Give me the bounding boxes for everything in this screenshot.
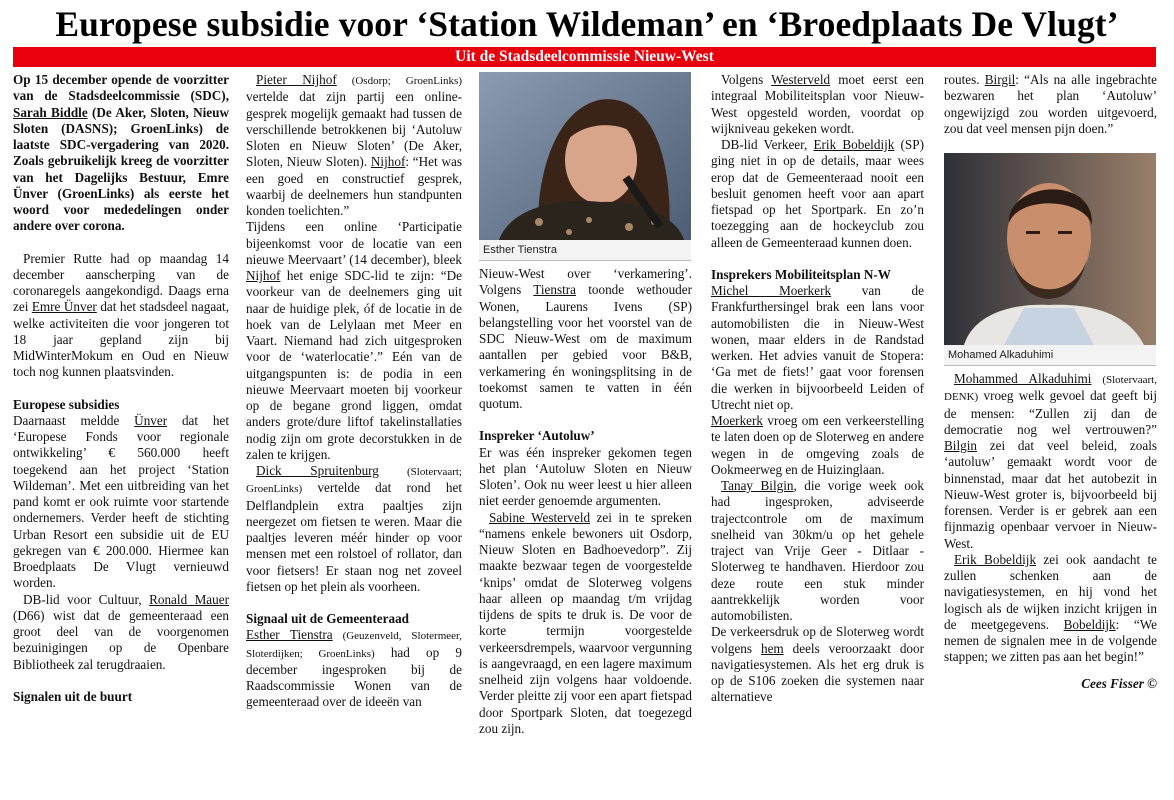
column-5	[944, 72, 1157, 692]
column-3	[479, 72, 692, 737]
column-1	[13, 72, 229, 705]
paragraph: Mohammed Alkaduhimi (Slotervaart, DENK) vroeg welk gevoel dat geeft bij de mensen: “Zullen zij dan de democratie nog wel vertrouwen?” Bilgin zei dat veel beleid, zoals ‘autoluw’ gemaakt wordt voor de binnenstad, maar dat het autobezit in Nieuw-West groter is, bijvoorbeeld bij forensen. Verder is er gebrek aan een fijnmazig openbaar vervoer in Nieuw-West.	[944, 371, 1157, 551]
headline: Europese subsidie voor ‘Station Wildeman’ en ‘Broedplaats De Vlugt’	[55, 4, 1119, 44]
paragraph: Premier Rutte had op maandag 14 december aanscherping van de coronaregels aangekondigd. Daags erna zei Emre Ünver dat het stadsdeel nagaat, welke activiteiten die voor jongeren tot 18 jaar gepland zijn bij MidWinterMokum en Oud en Nieuw toch nog kunnen plaatsvinden.	[13, 250, 229, 380]
paragraph: Volgens Westerveld moet eerst een integraal Mobiliteitsplan voor Nieuw-West opgesteld worden, voordat op wijkniveau gekeken wordt.	[711, 72, 924, 136]
subheading-signalen: Signalen uit de buurt	[13, 688, 133, 704]
paragraph: Erik Bobeldijk zei ook aandacht te zullen schenken aan de navigatiesystemen, en hij vond het logisch als de wijken inzicht krijgen in de meetgegevens. Bobeldijk: “We nemen de signalen mee in de volgende stappen; we zitten pas aan het begin!”	[944, 551, 1157, 665]
photo-mohamed-alkaduhimi	[944, 153, 1156, 366]
paragraph: Michel Moerkerk van de Frankfurthersingel brak een lans voor automobilisten die in Nieuw-West wonen, maar elders in de Randstad werken. Het advies vanuit de Stopera: ‘Ga met de fiets!’ gaat voor forensen die werken in bijvoorbeeld Leiden of Utrecht niet op.	[711, 283, 924, 412]
paragraph: Tanay Bilgin, die vorige week ook had ingesproken, adviseerde trajectcontrole om de maximum snelheid van 30km/u op het gehele traject van Vrije Geer - Ditlaar - Sloterweg te handhaven. Hierdoor zou deze route een stuk minder aantrekkelijk worden voor automobilisten.	[711, 478, 924, 623]
paragraph: Tijdens een online ‘Participatie bijeenkomst voor de locatie van een nieuwe Meervaart’ (14 december), bleek Nijhof het enige SDC-lid te zijn: “De voorkeur van de deelnemers ging uit naar de huidige plek, óf de locatie in de hoek van de Lelylaan met Meer en Vaart. Niemand had zich uitgesproken voor de ‘waterlocatie’.” Eén van de uitgangspunten is: de podia in een nieuwe Meervaart moeten bij voorkeur op de begane grond liggen, omdat anders grote/dure liftof takelinstallaties nodig zijn om grote decorstukken in de zalen te krijgen.	[246, 219, 462, 462]
paragraph: routes. Birgil: “Als na alle ingebrachte bezwaren het plan ‘Autoluw’ ongewijzigd zou worden uitgevoerd, zou dat veel mensen pijn doen.”	[944, 72, 1157, 136]
section-bar: Uit de Stadsdeelcommissie Nieuw-West	[13, 47, 1156, 67]
subheading-inspreker-autoluw: Inspreker ‘Autoluw’	[479, 428, 595, 444]
subheading-europese-subsidies: Europese subsidies	[13, 396, 120, 412]
paragraph: DB-lid voor Cultuur, Ronald Mauer (D66) wist dat de gemeenteraad een groot deel van de voorgenomen bezuinigingen op de Openbare Bibliotheek zal terugdraaien.	[13, 591, 229, 672]
portrait-woman-image	[479, 72, 691, 240]
paragraph: Sabine Westerveld zei in te spreken “namens enkele bewoners uit Osdorp, Nieuw Sloten en Badhoevedorp”. Zij maakte bezwaar tegen de voorgestelde ‘knips’ omdat de Sloterweg volgens haar alleen op maandag t/m vrijdag tijdens de spits te druk is. De voor de korte termijn voorgestelde verkeersdrempels, waarvoor vergunning is aangevraagd, en een lagere maximum snelheid zijn volgens haar voldoende. Verder pleitte zij voor een apart fietspad door Sportpark Sloten, dat toegezegd zou zijn.	[479, 509, 692, 736]
intro-paragraph: Op 15 december opende de voorzitter van de Stadsdeelcommissie (SDC), Sarah Biddle (De Aker, Sloten, Nieuw Sloten (DASNS); GroenLinks) de laatste SDC-vergadering van 2020. Zoals gebruikelijk kreeg de voorzitter van het Dagelijks Bestuur, Emre Ünver (GroenLinks) als eerste het woord voor mededelingen onder andere over corona.	[13, 72, 229, 234]
column-4	[711, 72, 924, 706]
portrait-man-image	[944, 153, 1156, 345]
photo-caption: Mohamed Alkaduhimi	[944, 345, 1156, 365]
subheading-gemeenteraad: Signaal uit de Gemeenteraad	[246, 611, 410, 626]
paragraph: Pieter Nijhof (Osdorp; GroenLinks) vertelde dat zijn partij een online-gesprek mogelijk gemaakt had tussen de verschillende betrokkenen bij ‘Autoluw Sloten en Nieuw Sloten’ (De Aker, Sloten, Nieuw Sloten). Nijhof: “Het was een goed en constructief gesprek, waarbij de deelnemers hun standpunten konden toelichten.”	[246, 72, 462, 218]
photo-caption: Esther Tienstra	[479, 240, 691, 260]
author-credit: Cees Fisser ©	[1081, 675, 1157, 691]
paragraph: Daarnaast meldde Ünver dat het ‘Europese Fonds voor regionale ontwikkeling’ € 560.000 heeft toegekend aan het project ‘Station Wildeman’. Met een uitbreiding van het pand komt er ook ruimte voor startende ondernemers. Verder heeft de stichting Urban Resort een subsidie uit de EU gekregen van € 200.000. Hiermee kan Broedplaats De Vlugt vernieuwd worden.	[13, 412, 229, 591]
paragraph: DB-lid Verkeer, Erik Bobeldijk (SP) ging niet in op de details, maar wees erop dat de Gemeenteraad nooit een besluit genomen heeft voor aan apart fietspad op het Sportpark. En zo’n toezegging aan de hockeyclub zou alleen de Gemeenteraad kunnen doen.	[711, 137, 924, 250]
paragraph: Dick Spruitenburg (Slotervaart; GroenLinks) vertelde dat rond het Delflandplein extra paaltjes zijn neergezet om fietsen te weren. Maar die paaltjes leveren méér hinder op voor mensen met een rolstoel of rollator, dan voor fietsers! Er staan nog net zoveel fietsen op het plein als voorheen.	[246, 463, 462, 594]
paragraph: Moerkerk vroeg om een verkeerstelling te laten doen op de Sloterweg en andere wegen in de omgeving zoals de Ookmeerweg en de Huizinglaan.	[711, 413, 924, 477]
paragraph: Nieuw-West over ‘verkamering’. Volgens Tienstra toonde wethouder Wonen, Laurens Ivens (SP) belangstelling voor het voorstel van de SDC Nieuw-West om de maximum aantallen per gebied voor B&B, verkamering én woningsplitsing in de toekomst samen te vatten in één quotum.	[479, 266, 693, 411]
subheading-mobiliteitsplan: Insprekers Mobiliteitsplan N-W	[711, 266, 891, 282]
paragraph: Er was één inspreker gekomen tegen het plan ‘Autoluw Sloten en Nieuw Sloten’. Ook nu weer leest u hier alleen niet eerder genoemde argumenten.	[479, 444, 692, 509]
paragraph: De verkeersdruk op de Sloterweg wordt volgens hem deels veroorzaakt door navigatiesystemen. Als het erg druk is op de S106 zoeken die systemen naar alternatieve	[711, 624, 924, 705]
photo-esther-tienstra	[479, 72, 691, 261]
column-2	[246, 72, 462, 711]
paragraph: Esther Tienstra (Geuzenveld, Slotermeer, Sloterdijken; GroenLinks) had op 9 december ingesproken bij de Raadscommissie Wonen van de gemeenteraad over de ideeën van	[246, 627, 462, 710]
